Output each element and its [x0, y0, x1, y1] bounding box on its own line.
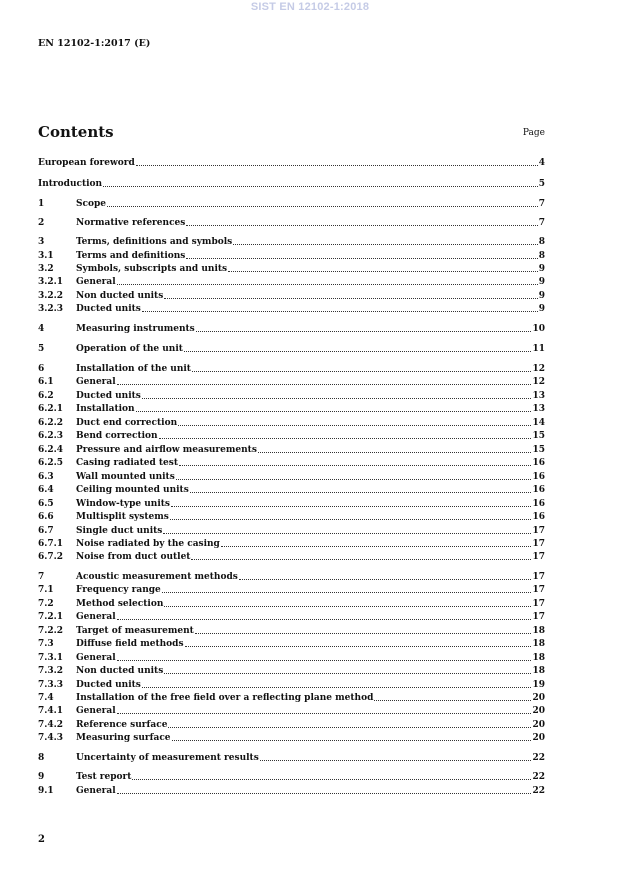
toc-dot-leader: [107, 206, 538, 207]
toc-entry-number: 6.2.1: [38, 404, 64, 414]
toc-dot-leader: [186, 258, 537, 259]
toc-entry-number: 6.2.3: [38, 431, 64, 441]
toc-dot-leader: [170, 519, 532, 520]
toc-entry-title: General: [76, 377, 116, 387]
toc-entry[interactable]: [38, 363, 545, 375]
toc-entry-page: 7: [538, 199, 545, 209]
toc-entry-title: Duct end correction: [76, 418, 178, 428]
toc-dot-leader: [176, 479, 532, 480]
toc-entry-title: Casing radiated test: [76, 458, 178, 468]
toc-entry[interactable]: [38, 471, 545, 483]
toc-entry[interactable]: [38, 198, 545, 210]
toc-entry-number: 6.1: [38, 377, 54, 387]
toc-dot-leader: [117, 713, 532, 714]
toc-entry-number: 6.6: [38, 512, 54, 522]
toc-entry[interactable]: [38, 679, 545, 691]
toc-entry-page: 10: [532, 324, 545, 334]
toc-entry-number: 6.2: [38, 391, 54, 401]
toc-entry-number: 1: [38, 199, 45, 209]
toc-dot-leader: [117, 660, 532, 661]
toc-entry-page: 16: [532, 485, 545, 495]
toc-entry-title: Scope: [76, 199, 107, 209]
toc-entry-title: General: [76, 612, 116, 622]
toc-entry-page: 15: [532, 431, 545, 441]
toc-entry-title: Non ducted units: [76, 666, 164, 676]
toc-entry-page: 9: [538, 264, 545, 274]
toc-entry-title: Installation of the unit: [76, 364, 191, 374]
toc-dot-leader: [164, 298, 537, 299]
toc-entry-title: General: [76, 706, 116, 716]
toc-entry-title: Frequency range: [76, 585, 161, 595]
toc-entry-page: 7: [538, 218, 545, 228]
toc-entry-number: 7.4.2: [38, 720, 64, 730]
toc-entry[interactable]: [38, 611, 545, 623]
toc-dot-leader: [164, 673, 531, 674]
toc-entry[interactable]: [38, 290, 545, 302]
toc-entry-number: 7.3.2: [38, 666, 64, 676]
toc-entry-title: Non ducted units: [76, 291, 164, 301]
toc-entry-number: 7.4: [38, 693, 54, 703]
toc-entry-title: General: [76, 653, 116, 663]
toc-entry[interactable]: [38, 403, 545, 415]
toc-entry-title: Single duct units: [76, 526, 163, 536]
toc-entry-number: 5: [38, 344, 45, 354]
toc-entry-number: 7.4.1: [38, 706, 64, 716]
toc-entry[interactable]: [38, 417, 545, 429]
toc-dot-leader: [159, 438, 532, 439]
toc-entry-title: Installation: [76, 404, 135, 414]
toc-entry-number: 6.7.2: [38, 552, 64, 562]
toc-entry[interactable]: [38, 303, 545, 315]
toc-dot-leader: [192, 371, 532, 372]
toc-entry-page: 20: [532, 706, 545, 716]
toc-entry-page: 20: [532, 693, 545, 703]
toc-entry[interactable]: [38, 719, 545, 731]
toc-entry-number: 6.2.4: [38, 445, 64, 455]
toc-entry-page: 16: [532, 499, 545, 509]
toc-entry-number: 7.2.2: [38, 626, 64, 636]
toc-entry[interactable]: [38, 752, 545, 764]
toc-entry-number: 6.7: [38, 526, 54, 536]
toc-entry-number: 2: [38, 218, 45, 228]
toc-dot-leader: [260, 760, 532, 761]
toc-entry-page: 17: [532, 539, 545, 549]
toc-entry[interactable]: [38, 276, 545, 288]
toc-entry-number: 3.2: [38, 264, 54, 274]
toc-entry-number: 6.3: [38, 472, 54, 482]
toc-entry-title: Symbols, subscripts and units: [76, 264, 228, 274]
toc-dot-leader: [221, 546, 532, 547]
toc-entry[interactable]: [38, 571, 545, 583]
toc-entry[interactable]: [38, 538, 545, 550]
toc-entry[interactable]: [38, 157, 545, 169]
toc-dot-leader: [162, 592, 532, 593]
toc-dot-leader: [178, 425, 531, 426]
toc-dot-leader: [195, 633, 532, 634]
toc-entry-number: 7.3.3: [38, 680, 64, 690]
contents-heading: Contents: [38, 123, 114, 141]
toc-entry-page: 19: [532, 680, 545, 690]
toc-entry[interactable]: [38, 217, 545, 229]
toc-entry-title: Ducted units: [76, 391, 141, 401]
toc-dot-leader: [184, 351, 532, 352]
toc-dot-leader: [196, 331, 532, 332]
toc-entry[interactable]: [38, 598, 545, 610]
page-number: 2: [38, 834, 45, 845]
toc-entry-number: 7.1: [38, 585, 54, 595]
toc-entry-title: Test report: [76, 772, 132, 782]
toc-entry-number: 3: [38, 237, 45, 247]
toc-entry-page: 9: [538, 304, 545, 314]
toc-entry-page: 4: [538, 158, 545, 168]
toc-entry-title: Terms and definitions: [76, 251, 186, 261]
toc-entry-title: Measuring surface: [76, 733, 171, 743]
toc-dot-leader: [228, 271, 538, 272]
toc-dot-leader: [136, 165, 538, 166]
toc-entry-title: Wall mounted units: [76, 472, 175, 482]
toc-dot-leader: [185, 646, 532, 647]
toc-entry[interactable]: [38, 584, 545, 596]
toc-entry[interactable]: [38, 236, 545, 248]
toc-entry[interactable]: [38, 692, 545, 704]
toc-dot-leader: [179, 465, 531, 466]
toc-entry-page: 12: [532, 377, 545, 387]
toc-entry[interactable]: [38, 511, 545, 523]
toc-entry-title: Introduction: [38, 179, 103, 189]
toc-dot-leader: [233, 244, 537, 245]
toc-entry[interactable]: [38, 732, 545, 744]
watermark-text: SIST EN 12102-1:2018: [250, 1, 370, 13]
toc-entry-title: Ceiling mounted units: [76, 485, 189, 495]
toc-dot-leader: [142, 687, 532, 688]
toc-dot-leader: [117, 284, 538, 285]
toc-entry[interactable]: [38, 484, 545, 496]
toc-entry[interactable]: [38, 263, 545, 275]
toc-entry[interactable]: [38, 250, 545, 262]
toc-entry-page: 22: [532, 772, 545, 782]
toc-entry[interactable]: [38, 785, 545, 797]
toc-entry-page: 8: [538, 251, 545, 261]
toc-entry-title: Operation of the unit: [76, 344, 183, 354]
toc-dot-leader: [136, 411, 532, 412]
toc-entry[interactable]: [38, 457, 545, 469]
toc-entry-title: Target of measurement: [76, 626, 194, 636]
toc-entry-page: 17: [532, 526, 545, 536]
toc-entry-page: 20: [532, 720, 545, 730]
toc-entry[interactable]: [38, 498, 545, 510]
toc-entry-title: Measuring instruments: [76, 324, 195, 334]
toc-entry-title: Pressure and airflow measurements: [76, 445, 257, 455]
toc-entry[interactable]: [38, 771, 545, 783]
toc-entry[interactable]: [38, 390, 545, 402]
toc-entry-page: 18: [532, 666, 545, 676]
toc-entry[interactable]: [38, 652, 545, 664]
toc-entry-page: 13: [532, 391, 545, 401]
toc-entry[interactable]: [38, 525, 545, 537]
toc-entry-title: European foreword: [38, 158, 135, 168]
document-identifier: EN 12102-1:2017 (E): [38, 38, 151, 49]
toc-dot-leader: [117, 619, 532, 620]
toc-entry-title: Normative references: [76, 218, 186, 228]
toc-entry-number: 3.1: [38, 251, 54, 261]
toc-entry-page: 14: [532, 418, 545, 428]
toc-entry-title: Reference surface: [76, 720, 168, 730]
toc-entry-number: 8: [38, 753, 45, 763]
toc-entry-title: Diffuse field methods: [76, 639, 184, 649]
toc-dot-leader: [142, 398, 532, 399]
page-column-label: Page: [522, 128, 545, 138]
toc-entry-page: 17: [532, 599, 545, 609]
toc-dot-leader: [132, 779, 531, 780]
toc-entry-title: Installation of the free field over a reflecting plane method: [76, 693, 374, 703]
toc-entry-page: 18: [532, 639, 545, 649]
toc-entry-page: 5: [538, 179, 545, 189]
toc-entry-number: 3.2.3: [38, 304, 64, 314]
toc-dot-leader: [172, 740, 532, 741]
toc-entry-number: 7.3.1: [38, 653, 64, 663]
toc-dot-leader: [190, 492, 532, 493]
toc-dot-leader: [163, 533, 531, 534]
toc-entry[interactable]: [38, 551, 545, 563]
toc-entry-title: Noise from duct outlet: [76, 552, 191, 562]
toc-entry[interactable]: [38, 323, 545, 335]
toc-dot-leader: [164, 606, 531, 607]
toc-entry-title: Noise radiated by the casing: [76, 539, 220, 549]
toc-entry-title: Ducted units: [76, 304, 141, 314]
toc-entry-title: Acoustic measurement methods: [76, 572, 238, 582]
toc-entry-number: 6.2.2: [38, 418, 64, 428]
toc-entry-page: 17: [532, 612, 545, 622]
toc-entry-page: 16: [532, 512, 545, 522]
toc-entry-number: 9: [38, 772, 45, 782]
toc-entry[interactable]: [38, 376, 545, 388]
toc-dot-leader: [168, 727, 531, 728]
toc-entry-title: Terms, definitions and symbols: [76, 237, 233, 247]
toc-dot-leader: [239, 579, 532, 580]
toc-entry-page: 18: [532, 653, 545, 663]
toc-entry[interactable]: [38, 705, 545, 717]
toc-dot-leader: [171, 506, 532, 507]
toc-entry[interactable]: [38, 638, 545, 650]
toc-entry-title: General: [76, 786, 116, 796]
toc-entry-title: General: [76, 277, 116, 287]
toc-entry-page: 20: [532, 733, 545, 743]
toc-entry-title: Method selection: [76, 599, 164, 609]
toc-entry-page: 15: [532, 445, 545, 455]
toc-entry-page: 18: [532, 626, 545, 636]
toc-dot-leader: [191, 559, 531, 560]
toc-entry[interactable]: [38, 625, 545, 637]
toc-entry-number: 7.2: [38, 599, 54, 609]
toc-entry-page: 16: [532, 458, 545, 468]
toc-entry-title: Multisplit systems: [76, 512, 169, 522]
toc-entry[interactable]: [38, 444, 545, 456]
toc-entry-number: 3.2.2: [38, 291, 64, 301]
toc-entry-number: 6.2.5: [38, 458, 64, 468]
toc-entry-title: Uncertainty of measurement results: [76, 753, 259, 763]
toc-entry-page: 11: [532, 344, 545, 354]
toc-entry-page: 17: [532, 585, 545, 595]
toc-entry-page: 8: [538, 237, 545, 247]
toc-entry-number: 3.2.1: [38, 277, 64, 287]
toc-entry-page: 17: [532, 552, 545, 562]
toc-entry-page: 12: [532, 364, 545, 374]
toc-entry[interactable]: [38, 665, 545, 677]
toc-entry-page: 22: [532, 786, 545, 796]
toc-entry-page: 13: [532, 404, 545, 414]
toc-entry-page: 9: [538, 277, 545, 287]
toc-entry[interactable]: [38, 178, 545, 190]
toc-entry-number: 4: [38, 324, 45, 334]
toc-entry-number: 6.4: [38, 485, 54, 495]
toc-entry-number: 6: [38, 364, 45, 374]
toc-entry-page: 9: [538, 291, 545, 301]
toc-dot-leader: [117, 384, 532, 385]
toc-entry-title: Bend correction: [76, 431, 158, 441]
toc-dot-leader: [142, 311, 538, 312]
toc-entry-number: 6.5: [38, 499, 54, 509]
toc-dot-leader: [103, 186, 538, 187]
toc-entry-page: 16: [532, 472, 545, 482]
toc-dot-leader: [186, 225, 537, 226]
toc-entry-number: 7: [38, 572, 45, 582]
toc-entry-page: 22: [532, 753, 545, 763]
toc-entry-number: 6.7.1: [38, 539, 64, 549]
toc-entry-number: 7.3: [38, 639, 54, 649]
toc-entry-title: Window-type units: [76, 499, 170, 509]
toc-entry[interactable]: [38, 343, 545, 355]
toc-entry-title: Ducted units: [76, 680, 141, 690]
toc-entry-number: 9.1: [38, 786, 54, 796]
toc-dot-leader: [258, 452, 532, 453]
toc-dot-leader: [374, 700, 531, 701]
toc-entry[interactable]: [38, 430, 545, 442]
toc-entry-number: 7.4.3: [38, 733, 64, 743]
toc-entry-number: 7.2.1: [38, 612, 64, 622]
toc-entry-page: 17: [532, 572, 545, 582]
toc-dot-leader: [117, 793, 532, 794]
